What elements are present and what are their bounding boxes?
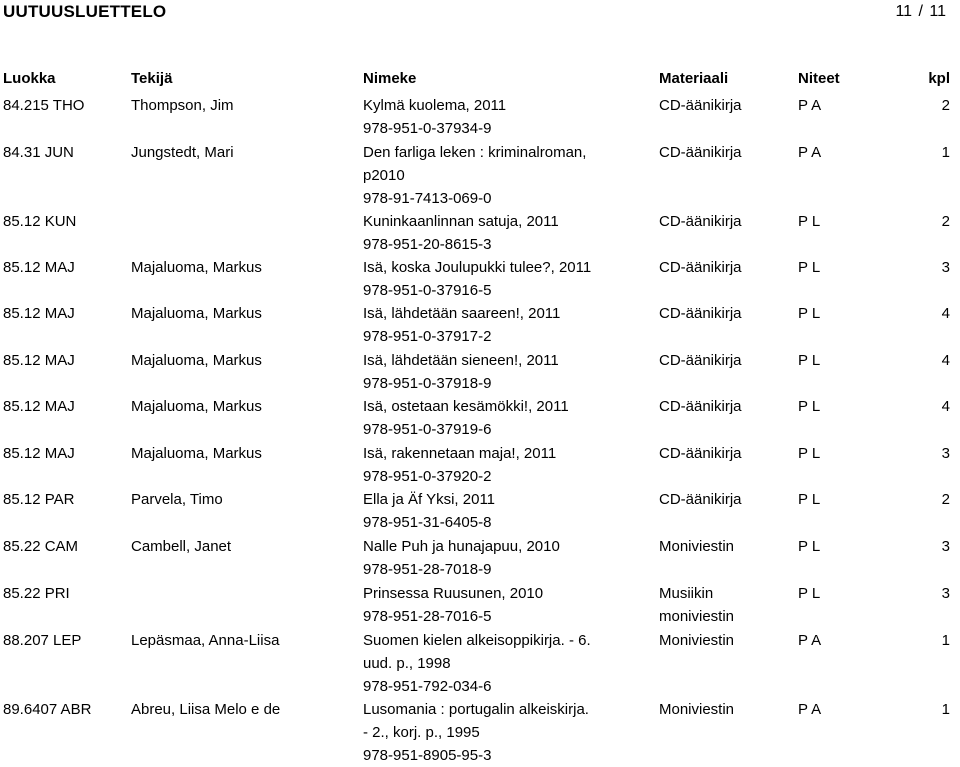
cell-materiaali: [659, 210, 779, 233]
cell-niteet: P L: [798, 398, 821, 415]
cell-luokka: 84.215 THO: [3, 97, 85, 114]
cell-niteet: P L: [798, 445, 821, 462]
cell-nimeke: [363, 698, 633, 767]
cell-nimeke-line: Isä, rakennetaan maja!, 2011: [363, 445, 557, 462]
cell-nimeke-line: Nalle Puh ja hunajapuu, 2010: [363, 538, 560, 555]
cell-luokka: 85.12 PAR: [3, 491, 75, 508]
cell-kpl: 1: [941, 632, 950, 649]
cell-nimeke-line: - 2., korj. p., 1995: [363, 724, 480, 741]
cell-materiaali-line: CD-äänikirja: [659, 305, 742, 322]
cell-materiaali: [659, 629, 779, 652]
cell-nimeke-line: Lusomania : portugalin alkeiskirja.: [363, 701, 589, 718]
cell-materiaali: [659, 488, 779, 511]
cell-luokka: 85.12 MAJ: [3, 352, 75, 369]
cell-nimeke-line: Den farliga leken : kriminalroman,: [363, 144, 587, 161]
column-header-luokka: Luokka: [3, 70, 56, 87]
cell-nimeke-line: Isä, koska Joulupukki tulee?, 2011: [363, 259, 592, 276]
cell-materiaali-line: CD-äänikirja: [659, 398, 742, 415]
cell-materiaali: [659, 535, 779, 558]
cell-materiaali: [659, 698, 779, 721]
cell-nimeke-line: 978-951-20-8615-3: [363, 236, 492, 253]
cell-tekija: Majaluoma, Markus: [131, 352, 262, 369]
page-number: 11 / 11: [895, 3, 946, 20]
page-title: UUTUUSLUETTELO: [3, 2, 167, 21]
cell-kpl: 3: [941, 259, 950, 276]
cell-nimeke-line: Ella ja Äf Yksi, 2011: [363, 491, 496, 508]
cell-materiaali-line: CD-äänikirja: [659, 97, 742, 114]
cell-nimeke: [363, 535, 633, 581]
cell-tekija: Lepäsmaa, Anna-Liisa: [131, 632, 280, 649]
cell-luokka: 85.22 PRI: [3, 585, 70, 602]
cell-nimeke-line: Suomen kielen alkeisoppikirja. - 6.: [363, 632, 591, 649]
cell-materiaali: [659, 141, 779, 164]
cell-materiaali: [659, 94, 779, 117]
cell-luokka: 84.31 JUN: [3, 144, 74, 161]
cell-materiaali-line: Moniviestin: [659, 701, 735, 718]
cell-materiaali: [659, 302, 779, 325]
cell-tekija: Cambell, Janet: [131, 538, 232, 555]
cell-nimeke: [363, 302, 633, 348]
cell-kpl: 2: [941, 213, 950, 230]
cell-materiaali-line: CD-äänikirja: [659, 352, 742, 369]
cell-nimeke-line: Kylmä kuolema, 2011: [363, 97, 507, 114]
cell-kpl: 1: [941, 701, 950, 718]
cell-materiaali: [659, 395, 779, 418]
cell-nimeke: [363, 629, 633, 698]
cell-tekija: Majaluoma, Markus: [131, 445, 262, 462]
cell-tekija: Jungstedt, Mari: [131, 144, 234, 161]
cell-materiaali: [659, 256, 779, 279]
cell-nimeke: [363, 141, 633, 210]
cell-kpl: 1: [941, 144, 950, 161]
cell-nimeke: [363, 582, 633, 628]
cell-materiaali-line: Moniviestin: [659, 538, 735, 555]
cell-tekija: Majaluoma, Markus: [131, 305, 262, 322]
cell-niteet: P L: [798, 213, 821, 230]
cell-kpl: 4: [941, 305, 950, 322]
cell-nimeke-line: Isä, lähdetään sieneen!, 2011: [363, 352, 559, 369]
cell-niteet: P L: [798, 305, 821, 322]
cell-kpl: 2: [941, 491, 950, 508]
cell-luokka: 88.207 LEP: [3, 632, 82, 649]
cell-niteet: P L: [798, 259, 821, 276]
cell-nimeke: [363, 94, 633, 140]
cell-luokka: 85.12 MAJ: [3, 445, 75, 462]
cell-luokka: 85.12 KUN: [3, 213, 77, 230]
cell-kpl: 3: [941, 445, 950, 462]
cell-kpl: 3: [941, 585, 950, 602]
cell-nimeke: [363, 256, 633, 302]
cell-nimeke-line: 978-951-0-37919-6: [363, 421, 492, 438]
cell-materiaali: [659, 349, 779, 372]
cell-tekija: Parvela, Timo: [131, 491, 223, 508]
cell-materiaali-line: CD-äänikirja: [659, 445, 742, 462]
cell-nimeke-line: Isä, lähdetään saareen!, 2011: [363, 305, 561, 322]
cell-niteet: P L: [798, 491, 821, 508]
cell-nimeke-line: 978-951-8905-95-3: [363, 747, 492, 764]
cell-materiaali-line: CD-äänikirja: [659, 259, 742, 276]
cell-nimeke-line: 978-951-792-034-6: [363, 678, 492, 695]
cell-nimeke: [363, 395, 633, 441]
cell-luokka: 85.12 MAJ: [3, 305, 75, 322]
cell-nimeke-line: 978-951-28-7016-5: [363, 608, 492, 625]
cell-nimeke-line: 978-951-28-7018-9: [363, 561, 492, 578]
cell-niteet: P L: [798, 585, 821, 602]
cell-materiaali: [659, 442, 779, 465]
cell-nimeke: [363, 488, 633, 534]
cell-nimeke-line: 978-951-31-6405-8: [363, 514, 492, 531]
cell-niteet: P A: [798, 701, 822, 718]
cell-materiaali-line: moniviestin: [659, 608, 735, 625]
cell-tekija: Abreu, Liisa Melo e de: [131, 701, 281, 718]
cell-nimeke: [363, 210, 633, 256]
cell-materiaali-line: Musiikin: [659, 585, 714, 602]
column-header-nimeke: Nimeke: [363, 70, 417, 87]
cell-niteet: P L: [798, 538, 821, 555]
cell-materiaali-line: Moniviestin: [659, 632, 735, 649]
cell-niteet: P A: [798, 97, 822, 114]
cell-nimeke-line: Prinsessa Ruusunen, 2010: [363, 585, 544, 602]
cell-nimeke-line: Isä, ostetaan kesämökki!, 2011: [363, 398, 569, 415]
cell-nimeke-line: p2010: [363, 167, 405, 184]
column-header-materiaali: Materiaali: [659, 70, 729, 87]
column-header-niteet: Niteet: [798, 70, 840, 87]
cell-materiaali: [659, 582, 779, 628]
cell-materiaali-line: CD-äänikirja: [659, 491, 742, 508]
cell-tekija: Majaluoma, Markus: [131, 398, 262, 415]
cell-nimeke-line: Kuninkaanlinnan satuja, 2011: [363, 213, 559, 230]
cell-materiaali-line: CD-äänikirja: [659, 144, 742, 161]
cell-nimeke-line: 978-951-0-37920-2: [363, 468, 492, 485]
column-header-tekija: Tekijä: [131, 70, 173, 87]
cell-kpl: 4: [941, 352, 950, 369]
cell-luokka: 89.6407 ABR: [3, 701, 92, 718]
cell-kpl: 3: [941, 538, 950, 555]
cell-kpl: 2: [941, 97, 950, 114]
cell-nimeke-line: 978-951-0-37916-5: [363, 282, 492, 299]
cell-luokka: 85.12 MAJ: [3, 259, 75, 276]
cell-nimeke-line: 978-951-0-37918-9: [363, 375, 492, 392]
cell-nimeke-line: 978-951-0-37934-9: [363, 120, 492, 137]
cell-luokka: 85.22 CAM: [3, 538, 79, 555]
cell-niteet: P L: [798, 352, 821, 369]
cell-luokka: 85.12 MAJ: [3, 398, 75, 415]
column-header-kpl: kpl: [928, 70, 950, 87]
cell-nimeke-line: uud. p., 1998: [363, 655, 451, 672]
cell-niteet: P A: [798, 632, 822, 649]
cell-nimeke-line: 978-91-7413-069-0: [363, 190, 492, 207]
cell-tekija: Thompson, Jim: [131, 97, 234, 114]
cell-materiaali-line: CD-äänikirja: [659, 213, 742, 230]
cell-nimeke-line: 978-951-0-37917-2: [363, 328, 492, 345]
cell-kpl: 4: [941, 398, 950, 415]
cell-nimeke: [363, 349, 633, 395]
cell-tekija: Majaluoma, Markus: [131, 259, 262, 276]
cell-niteet: P A: [798, 144, 822, 161]
cell-nimeke: [363, 442, 633, 488]
